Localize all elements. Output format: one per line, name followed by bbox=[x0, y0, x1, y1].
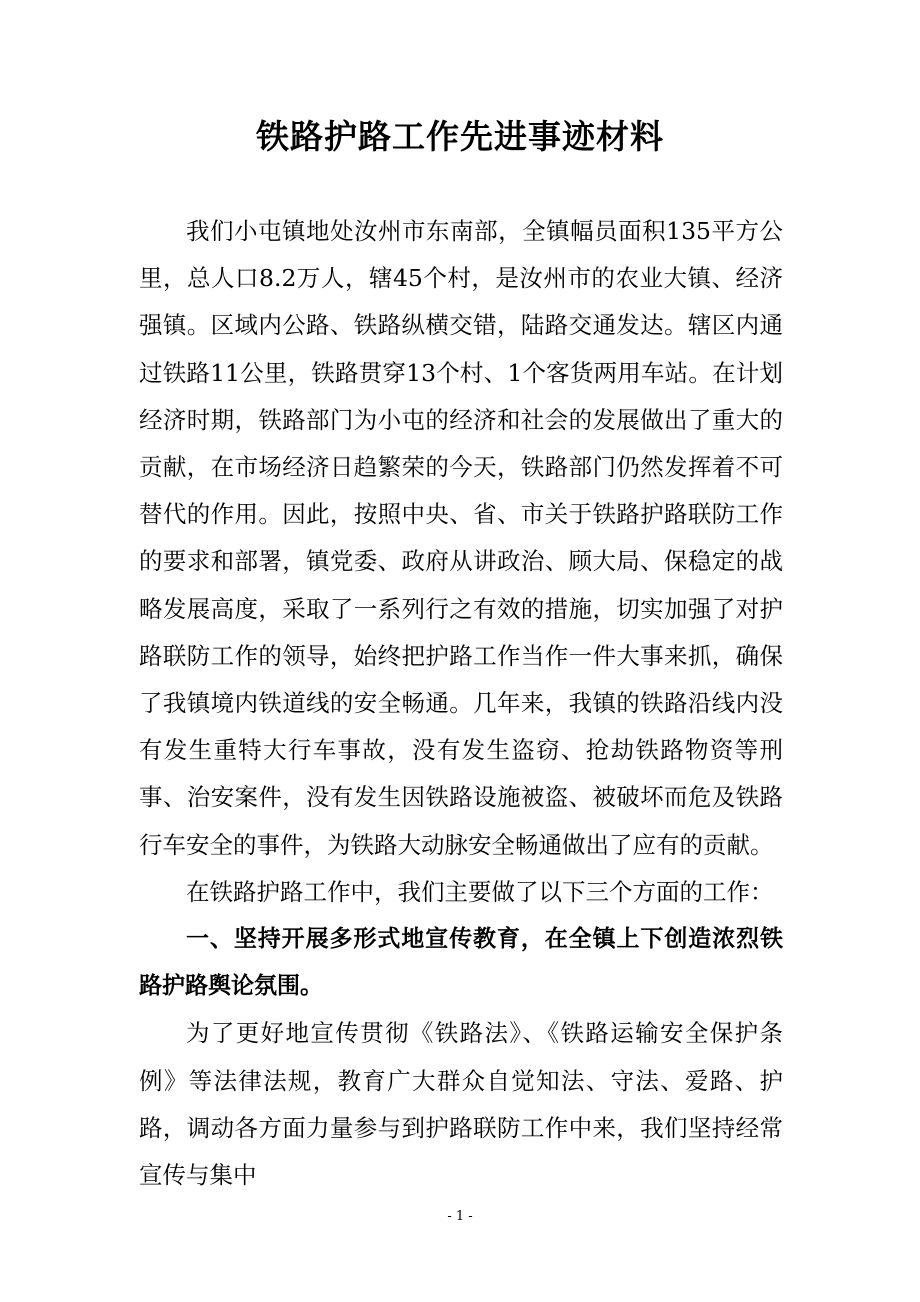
document-body bbox=[139, 208, 783, 1199]
paragraph-intro: 我们小屯镇地处汝州市东南部，全镇幅员面积135平方公里，总人口8.2万人，辖45个村，是汝州市的农业大镇、经济强镇。区域内公路、铁路纵横交错，陆路交通发达。辖区内通过铁路11公里，铁路贯穿13个村、1个客货两用车站。在计划经济时期，铁路部门为小屯的经济和社会的发展做出了重大的贡献，在市场经济日趋繁荣的今天，铁路部门仍然发挥着不可替代的作用。因此，按照中央、省、市关于铁路护路联防工作的要求和部署，镇党委、政府从讲政治、顾大局、保稳定的战略发展高度，采取了一系列行之有效的措施，切实加强了对护路联防工作的领导，始终把护路工作当作一件大事来抓，确保了我镇境内铁道线的安全畅通。几年来，我镇的铁路沿线内没有发生重特大行车事故，没有发生盗窃、抢劫铁路物资等刑事、治安案件，没有发生因铁路设施被盗、被破坏而危及铁路行车安全的事件，为铁路大动脉安全畅通做出了应有的贡献。 bbox=[139, 217, 783, 859]
paragraph-overview: 在铁路护路工作中，我们主要做了以下三个方面的工作： bbox=[186, 877, 774, 906]
page-number: - 1 - bbox=[447, 1209, 473, 1224]
document-title: 铁路护路工作先进事迹材料 bbox=[256, 117, 664, 156]
section-heading-1: 一、坚持开展多形式地宣传教育，在全镇上下创造浓烈铁路护路舆论氛围。 bbox=[139, 926, 783, 1000]
paragraph-section-1: 为了更好地宣传贯彻《铁路法》、《铁路运输安全保护条例》等法律法规，教育广大群众自觉知法、守法、爱路、护路，调动各方面力量参与到护路联防工作中来，我们坚持经常宣传与集中 bbox=[139, 1019, 783, 1190]
